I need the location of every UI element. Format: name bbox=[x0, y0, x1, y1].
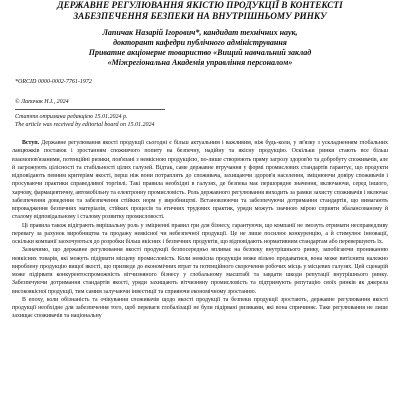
title-line: ЗАБЕЗПЕЧЕННЯ БЕЗПЕКИ НА ВНУТРІШНЬОМУ РИНКУ bbox=[73, 11, 327, 21]
paragraph: Зазначимо, що державне регулювання якості продукції безпосередньо впливає на безпеку внутрішнього ринку, запобігаючи прониканню неякісних товарів, які можуть підірвати місцеву промисловість. Коли неякісна продукція може вільно продаватися, вона може витіснити належно вироблену продукцію вищої якості, що призведе до економічних втрат та потенційного скорочення робочих місць у місцевих галузях. Цей сценарій може підірвати конкурентоспроможність вітчизняного бізнесу у глобальному масштабі та завдати шкоди репутації внутрішнього ринку. Забезпечуючи дотримання стандартів якості, уряди захищають вітчизняну промисловість та підтримують репутацію своїх ринків як джерела високоякісної продукції, тим самим залучаючи інвестиції та сприяючи економічному зростанню. bbox=[12, 247, 388, 295]
title-line: ДЕРЖАВНЕ РЕГУЛЮВАННЯ ЯКІСТЮ ПРОДУКЦІЇ В КОНТЕКСТІ bbox=[57, 0, 343, 10]
copyright-note: © Лапичак Н.І., 2024 bbox=[15, 99, 69, 105]
divider bbox=[15, 109, 165, 110]
author-position-line: докторант кафедри публічного адміністрування bbox=[113, 38, 287, 47]
received-line-ua: Стаття отримана редакцією 15.01.2024 р. bbox=[15, 114, 128, 120]
received-line-en: The article was received by editorial board on 15.01.2024 bbox=[15, 122, 155, 128]
paragraph bbox=[12, 139, 388, 222]
author-name-line: Лапичак Назарій Ігорович*, кандидат технічних наук, bbox=[102, 28, 298, 37]
received-note bbox=[15, 113, 390, 129]
paper-title bbox=[10, 0, 390, 22]
orcid-note: *ORCID 0000-0002-7761-1972 bbox=[15, 79, 92, 85]
article-body bbox=[10, 139, 390, 321]
affiliation-line: «Міжрегіональна Академія управління персоналом» bbox=[107, 58, 293, 67]
section-label-intro: Вступ. bbox=[22, 140, 40, 146]
paragraph: Ці правила також відіграють вирішальну роль у зміцненні правил гри для бізнесу, гарантуючи, що компанії не змозуть отримати несправедливу перевагу за рахунок виробництва та продажу неякісної чи небезпечної продукції. Це не лише посилює конкуренцію, а й стимулює інновації, оскільки компанії заохочуються до розробки більш якісних і безпечних продуктів, що відповідають нормативним стандартам або перевершують їх. bbox=[12, 222, 388, 245]
paragraph: В епоху, коли обізнаність та очікування споживачів щодо якості продукції та безпеки продукції зростають, державне регулювання якості продукції необхідне для забезпечення того, щоб переваги глобалізації не були підірвані ризиками, які вона спричиняє. Таке регулювання не лише захищає споживачів та національну bbox=[12, 296, 388, 320]
affiliation-line: Приватне акціонерне товариство «Вищий навчальний заклад bbox=[88, 48, 312, 57]
paragraph-text: Державне регулювання якості продукції сьогодні є більш актуальним і важливим, ніж будь-коли, у зв'язку з ускладненням глобальних ланцюжків поставок і зростанням споживчого попиту на безпечну, надійну та якісну продукцію. Оскільки ринки стають все більш взаємопов'язаними, потенційні ризики, пов'язані з неякісною продукцією, по-лише створюють пряму загрозу здоров'ю та добробуту споживачів, але й загрожують цілісності та стабільності цілих галузей. Відтак, саме державне втручання у формі промислових стандартів гарантує, що продукти відповідають певним критеріям якості, перш ніж вони потраплять до споживача, захищаючи здоров'я населення, зміцнюючи довіру споживачів і просуваючи практики справедливої торгівлі. Такі правила необхідні в галузях, де безпека має першорядне значення, включаючи, серед іншого, харчову, фармацевтичну, автомобільну та електронну промисловість. Роль державного регулювання виходить за рамки захисту споживачів і включає забезпечення доведення та забезпечення стійких норм у виробництві. Встановлюючи та забезпечуючи дотримання стандартів, що вимагають впровадження безпечних матеріалів, стійких процесів та етичних трудових практик, уряди можуть значною мірою сприяти збалансованому й сталому відповідальному і сталому розвитку промисловості. bbox=[12, 140, 388, 221]
author-block bbox=[10, 28, 390, 68]
